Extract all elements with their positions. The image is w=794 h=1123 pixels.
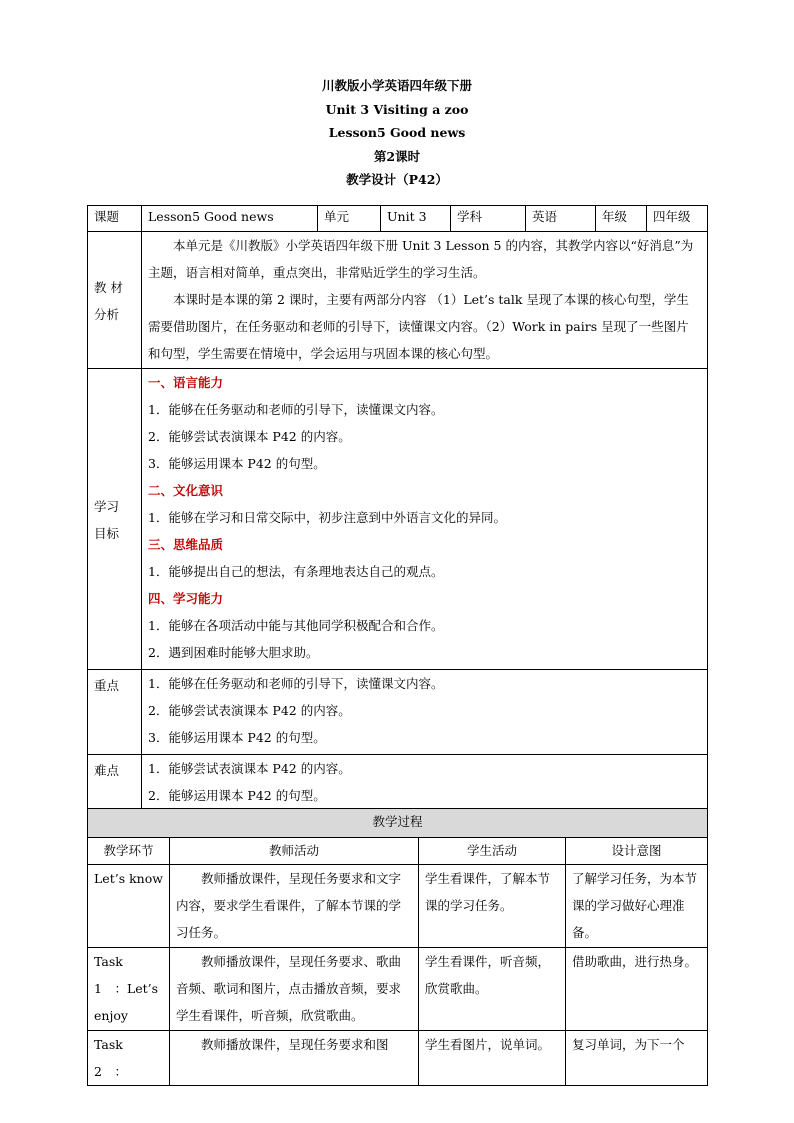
process-row — [88, 865, 708, 948]
process-row — [88, 1031, 708, 1086]
title-line: 川教版小学英语四年级下册 — [321, 78, 472, 93]
header-student: 学生活动 — [419, 838, 566, 865]
stage-cell: Task 1 ：Let’s enjoy — [88, 948, 170, 1031]
key-point-item: 2．能够尝试表演课本 P42 的内容。 — [148, 703, 351, 718]
difficulties-label: 难点 — [88, 755, 142, 812]
header-teacher: 教师活动 — [170, 838, 419, 865]
goals-label: 学习 目标 — [88, 369, 142, 670]
difficulty-item: 1．能够尝试表演课本 P42 的内容。 — [148, 761, 351, 776]
process-title-row — [88, 809, 708, 838]
goal-item: 2．能够尝试表演课本 P42 的内容。 — [148, 429, 351, 444]
intent-cell: 了解学习任务，为本节课的学习做好心理准备。 — [566, 865, 708, 948]
goal-item: 1．能够在任务驱动和老师的引导下，读懂课文内容。 — [148, 402, 444, 417]
difficulties-content — [142, 755, 708, 812]
goal-heading: 一、语言能力 — [148, 375, 224, 390]
analysis-row — [88, 232, 708, 369]
goal-heading: 二、文化意识 — [148, 483, 224, 498]
grade-label: 年级 — [596, 206, 647, 232]
title-line: 教学设计（P42） — [346, 172, 448, 187]
analysis-paragraph: 本单元是《川教版》小学英语四年级下册 Unit 3 Lesson 5 的内容，其教学内容以“好消息”为主题，语言相对简单，重点突出，非常贴近学生的学习生活。 — [148, 238, 694, 280]
key-points-content — [142, 670, 708, 755]
key-point-item: 3．能够运用课本 P42 的句型。 — [148, 730, 326, 745]
teacher-cell: 教师播放课件，呈现任务要求、歌曲音频、歌词和图片，点击播放音频，要求学生看课件，听音频，欣赏歌曲。 — [170, 948, 419, 1031]
goals-content — [142, 369, 708, 670]
goal-item: 3．能够运用课本 P42 的句型。 — [148, 456, 326, 471]
key-point-item: 1．能够在任务驱动和老师的引导下，读懂课文内容。 — [148, 676, 444, 691]
info-row — [88, 206, 708, 232]
unit-label: 单元 — [318, 206, 381, 232]
analysis-paragraph: 本课时是本课的第 2 课时，主要有两部分内容 （1）Let’s talk 呈现了本课的核心句型，学生需要借助图片，在任务驱动和老师的引导下，读懂课文内容。（2）Work in pairs 呈现了一些图片和句型，学生需要在情境中，学会运用与巩固本课的核心句型。 — [148, 292, 689, 361]
student-cell: 学生看图片，说单词。 — [419, 1031, 566, 1086]
topic-label: 课题 — [88, 206, 142, 232]
goals-row — [88, 369, 708, 670]
key-points-row — [88, 670, 708, 755]
goal-item: 1．能够提出自己的想法，有条理地表达自己的观点。 — [148, 564, 444, 579]
title-line: Lesson5 Good news — [328, 125, 466, 140]
unit-value: Unit 3 — [381, 206, 451, 232]
subject-label: 学科 — [451, 206, 526, 232]
teacher-cell: 教师播放课件，呈现任务要求和文字内容，要求学生看课件，了解本节课的学习任务。 — [170, 865, 419, 948]
goal-item: 2．遇到困难时能够大胆求助。 — [148, 645, 319, 660]
title-line: Unit 3 Visiting a zoo — [325, 101, 469, 117]
intent-cell: 复习单词，为下一个 — [566, 1031, 708, 1086]
document-titles — [0, 74, 794, 192]
goal-heading: 四、学习能力 — [148, 591, 224, 606]
student-cell: 学生看课件，了解本节课的学习任务。 — [419, 865, 566, 948]
title-line: 第2课时 — [373, 148, 421, 164]
grade-value: 四年级 — [647, 206, 708, 232]
process-row — [88, 948, 708, 1031]
teacher-cell: 教师播放课件，呈现任务要求和图 — [170, 1031, 419, 1086]
process-title: 教学过程 — [88, 809, 708, 838]
header-stage: 教学环节 — [88, 838, 170, 865]
analysis-content — [142, 232, 708, 369]
process-table — [87, 808, 708, 1086]
difficulties-row — [88, 755, 708, 812]
goal-heading: 三、思维品质 — [148, 537, 224, 552]
difficulty-item: 2．能够运用课本 P42 的句型。 — [148, 788, 326, 803]
subject-value: 英语 — [526, 206, 596, 232]
key-points-label: 重点 — [88, 670, 142, 755]
stage-cell: Let’s know — [88, 865, 170, 948]
student-cell: 学生看课件，听音频，欣赏歌曲。 — [419, 948, 566, 1031]
topic-value: Lesson5 Good news — [142, 206, 318, 232]
goal-item: 1．能够在各项活动中能与其他同学积极配合和合作。 — [148, 618, 444, 633]
process-header-row — [88, 838, 708, 865]
header-intent: 设计意图 — [566, 838, 708, 865]
stage-cell: Task 2 ： — [88, 1031, 170, 1086]
lesson-info-table — [87, 205, 708, 812]
goal-item: 1．能够在学习和日常交际中，初步注意到中外语言文化的异同。 — [148, 510, 506, 525]
intent-cell: 借助歌曲，进行热身。 — [566, 948, 708, 1031]
analysis-label: 教 材 分析 — [88, 232, 142, 369]
